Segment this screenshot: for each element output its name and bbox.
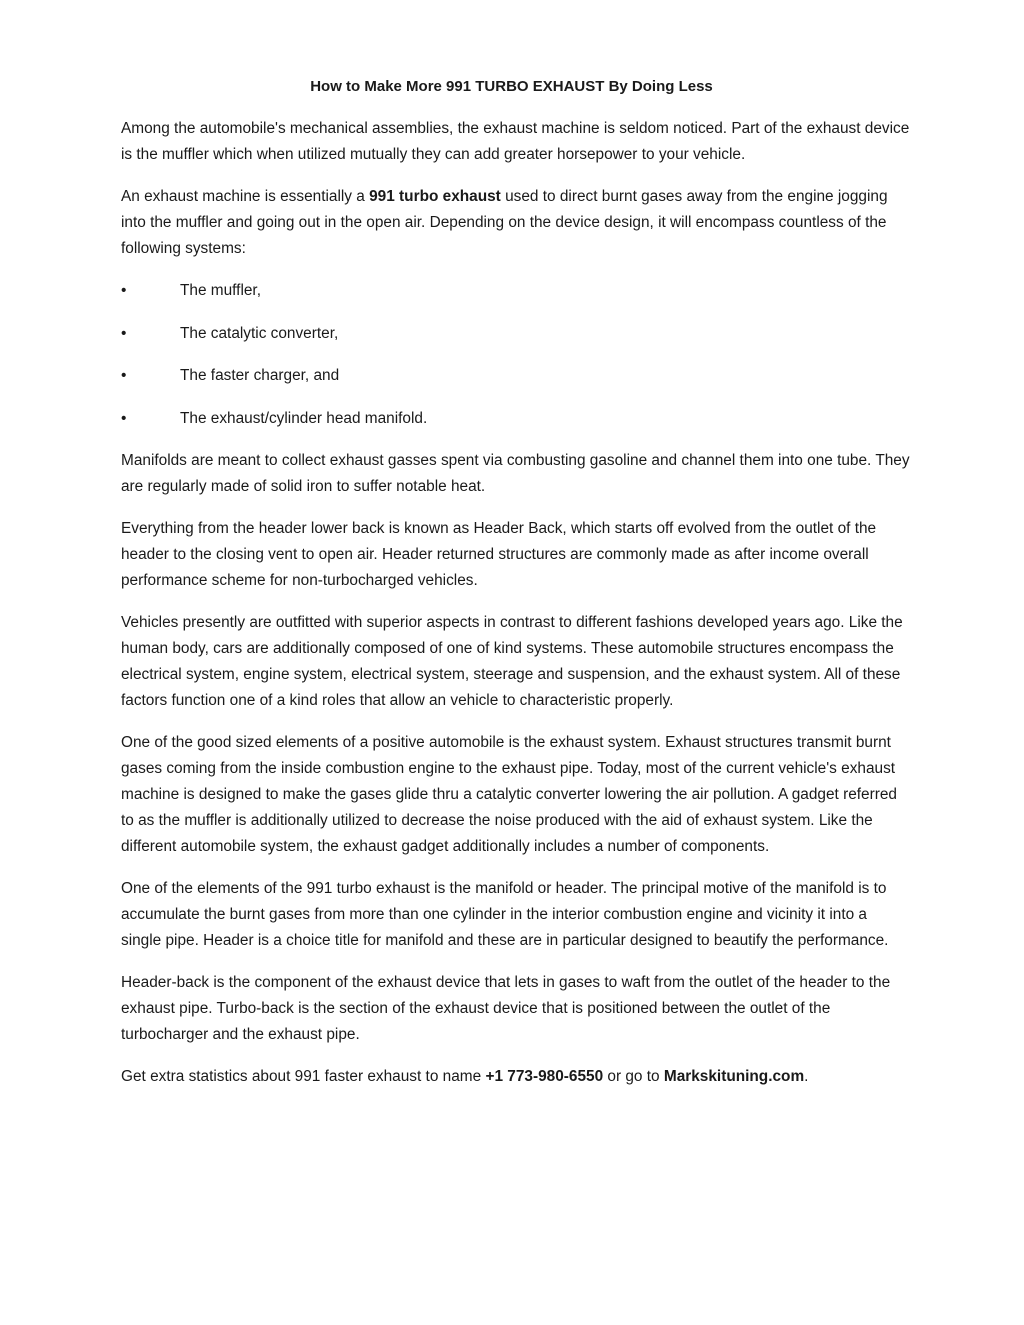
list-item-text: The exhaust/cylinder head manifold. [180,409,428,427]
paragraph-vehicles: Vehicles presently are outfitted with superior aspects in contrast to different fashions developed years ago. Like the human body, cars are additionally composed of one of kind systems. These automobile structures encompass the electrical system, engine system, electrical system, steerage and suspension, and the exhaust system. All of these factors function one of a kind roles that allow an vehicle to characteristic properly. [121,614,903,709]
paragraph-header-back: Everything from the header lower back is known as Header Back, which starts off evolved from the outlet of the header to the closing vent to open air. Header returned structures are commonly made as after income overall performance scheme for non-turbocharged vehicles. [121,520,877,589]
paragraph-exhaust-system: One of the good sized elements of a positive automobile is the exhaust system. Exhaust structures transmit burnt gases coming from the inside combustion engine to the exhaust pipe. Today, most of the current vehicle's exhaust machine is designed to make the gases glide thru a catalytic converter lowering the air pollution. A gadget referred to as the muffler is additionally utilized to decrease the noise produced with the aid of exhaust system. Like the different automobile system, the exhaust gadget additionally includes a number of components. [121,734,897,855]
list-item-text: The catalytic converter, [180,324,339,342]
paragraph-manifold-elements: One of the elements of the 991 turbo exhaust is the manifold or header. The principal motive of the manifold is to accumulate the burnt gases from more than one cylinder in the interior combustion engine and vicinity it into a single pipe. Header is a choice title for manifold and these are in particular designed to beautify the performance. [121,880,889,949]
paragraph-text: An exhaust machine is essentially a [121,188,370,205]
bullet-icon: • [121,324,127,342]
paragraph-text: . [804,1068,809,1085]
paragraph-text: used to direct burnt gases away from the engine jogging into the muffler and going out in the open air. Depending on the device design, it will encompass countless of the following systems: [121,188,888,257]
document-page [121,76,911,1106]
list-item [121,321,911,347]
paragraph-text: or go to [603,1068,664,1085]
website-link[interactable]: Markskituning.com [663,1068,805,1085]
keyword-991-turbo-exhaust: 991 turbo exhaust [369,188,501,205]
paragraph-exhaust-machine [121,184,911,262]
paragraph-text: Get extra statistics about 991 faster exhaust to name [121,1068,486,1085]
phone-number: +1 773-980-6550 [485,1068,604,1085]
list-item-text: The faster charger, and [180,367,340,384]
paragraph-header-back-turbo: Header-back is the component of the exhaust device that lets in gases to waft from the outlet of the header to the exhaust pipe. Turbo-back is the section of the exhaust device that is positioned between the outlet of the turbocharger and the exhaust pipe. [121,974,891,1043]
list-item [121,406,911,432]
list-item-text: The muffler, [180,282,261,299]
paragraph-contact [121,1064,911,1090]
list-item [121,278,911,304]
document-title: How to Make More 991 TURBO EXHAUST By Doing Less [310,78,713,95]
systems-list [121,278,911,432]
bullet-icon: • [121,282,127,299]
paragraph-intro: Among the automobile's mechanical assemblies, the exhaust machine is seldom noticed. Part of the exhaust device is the muffler which when utilized mutually they can add greater horsepower to your vehicle. [121,120,910,163]
bullet-icon: • [121,367,127,384]
bullet-icon: • [121,409,127,427]
paragraph-manifolds: Manifolds are meant to collect exhaust gasses spent via combusting gasoline and channel them into one tube. They are regularly made of solid iron to suffer notable heat. [121,452,910,495]
list-item [121,363,911,389]
